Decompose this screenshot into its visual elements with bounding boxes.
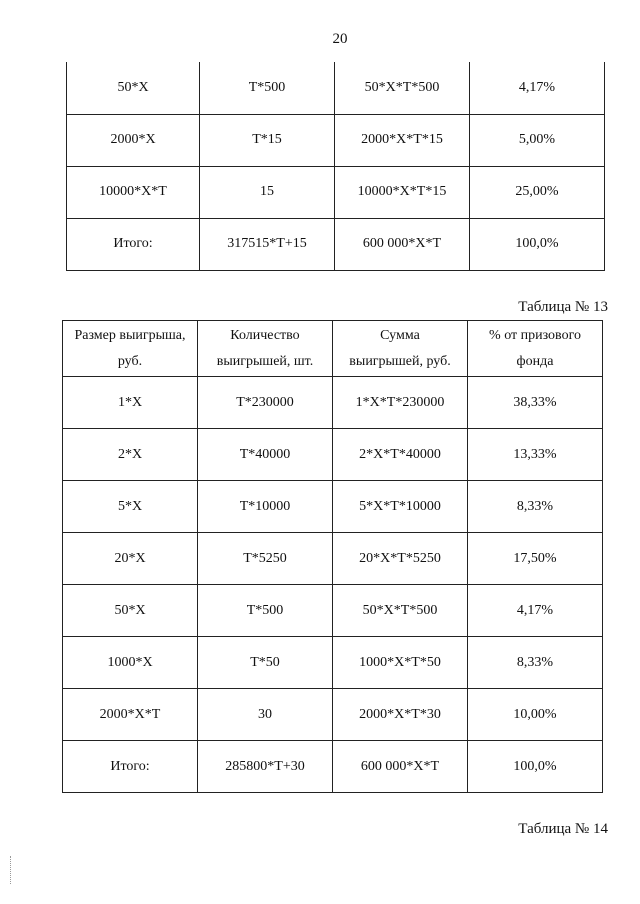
- prize-table-13: [62, 320, 603, 793]
- scan-artifact: [10, 856, 13, 884]
- table-cell: T*500: [200, 62, 335, 114]
- table-cell: 30: [198, 689, 333, 741]
- header-cell-fund-percent: % от призового фонда: [468, 321, 603, 377]
- table-cell: 20*X: [63, 533, 198, 585]
- table-cell: T*500: [198, 585, 333, 637]
- table-cell: 50*X*T*500: [333, 585, 468, 637]
- table-cell: 15: [200, 166, 335, 218]
- table-row: [67, 166, 605, 218]
- table-cell: T*5250: [198, 533, 333, 585]
- table-cell: T*15: [200, 114, 335, 166]
- table-cell: 2*X: [63, 429, 198, 481]
- table-cell: 285800*T+30: [198, 741, 333, 793]
- table-cell: 10000*X*T*15: [335, 166, 470, 218]
- table-row: [63, 481, 603, 533]
- table-cell: 1000*X*T*50: [333, 637, 468, 689]
- table-row: [63, 637, 603, 689]
- table-cell: T*10000: [198, 481, 333, 533]
- table-cell: Итого:: [67, 218, 200, 270]
- table-cell: 13,33%: [468, 429, 603, 481]
- table-cell: 5,00%: [470, 114, 605, 166]
- table-cell: 50*X: [67, 62, 200, 114]
- header-cell-prize-size: Размер выигрыша, руб.: [63, 321, 198, 377]
- table-cell: T*230000: [198, 377, 333, 429]
- table-cell: 17,50%: [468, 533, 603, 585]
- table-row: [67, 62, 605, 114]
- table-cell: 50*X: [63, 585, 198, 637]
- table-cell: 100,0%: [468, 741, 603, 793]
- table-row: [63, 689, 603, 741]
- table-14-caption: Таблица № 14: [518, 821, 608, 837]
- table-cell: 2000*X: [67, 114, 200, 166]
- table-cell: 1000*X: [63, 637, 198, 689]
- table-cell: 100,0%: [470, 218, 605, 270]
- table-cell: 2000*X*T: [63, 689, 198, 741]
- page-number: 20: [332, 31, 348, 47]
- table-row: [63, 377, 603, 429]
- table-cell: 1*X*T*230000: [333, 377, 468, 429]
- table-cell: 2000*X*T*15: [335, 114, 470, 166]
- table-cell: 8,33%: [468, 637, 603, 689]
- table-13-caption: Таблица № 13: [518, 299, 608, 315]
- table-cell: 10000*X*T: [67, 166, 200, 218]
- table-cell: 2*X*T*40000: [333, 429, 468, 481]
- table-cell: T*40000: [198, 429, 333, 481]
- header-cell-prize-count: Количество выигрышей, шт.: [198, 321, 333, 377]
- table-cell: 317515*T+15: [200, 218, 335, 270]
- table-cell: Итого:: [63, 741, 198, 793]
- table-cell: T*50: [198, 637, 333, 689]
- table-cell: 10,00%: [468, 689, 603, 741]
- table-cell: 2000*X*T*30: [333, 689, 468, 741]
- table-cell: 5*X*T*10000: [333, 481, 468, 533]
- header-cell-prize-sum: Сумма выигрышей, руб.: [333, 321, 468, 377]
- table-cell: 5*X: [63, 481, 198, 533]
- prize-table-12-continuation: [66, 62, 605, 271]
- table-header-row: [63, 321, 603, 377]
- table-cell: 8,33%: [468, 481, 603, 533]
- table-cell: 600 000*X*T: [333, 741, 468, 793]
- table-cell: 20*X*T*5250: [333, 533, 468, 585]
- table-row: [63, 429, 603, 481]
- total-row: [67, 218, 605, 270]
- table-cell: 25,00%: [470, 166, 605, 218]
- table-row: [67, 114, 605, 166]
- total-row: [63, 741, 603, 793]
- table-cell: 4,17%: [468, 585, 603, 637]
- table-row: [63, 585, 603, 637]
- table-cell: 38,33%: [468, 377, 603, 429]
- table-cell: 4,17%: [470, 62, 605, 114]
- table-cell: 50*X*T*500: [335, 62, 470, 114]
- table-cell: 1*X: [63, 377, 198, 429]
- table-cell: 600 000*X*T: [335, 218, 470, 270]
- table-row: [63, 533, 603, 585]
